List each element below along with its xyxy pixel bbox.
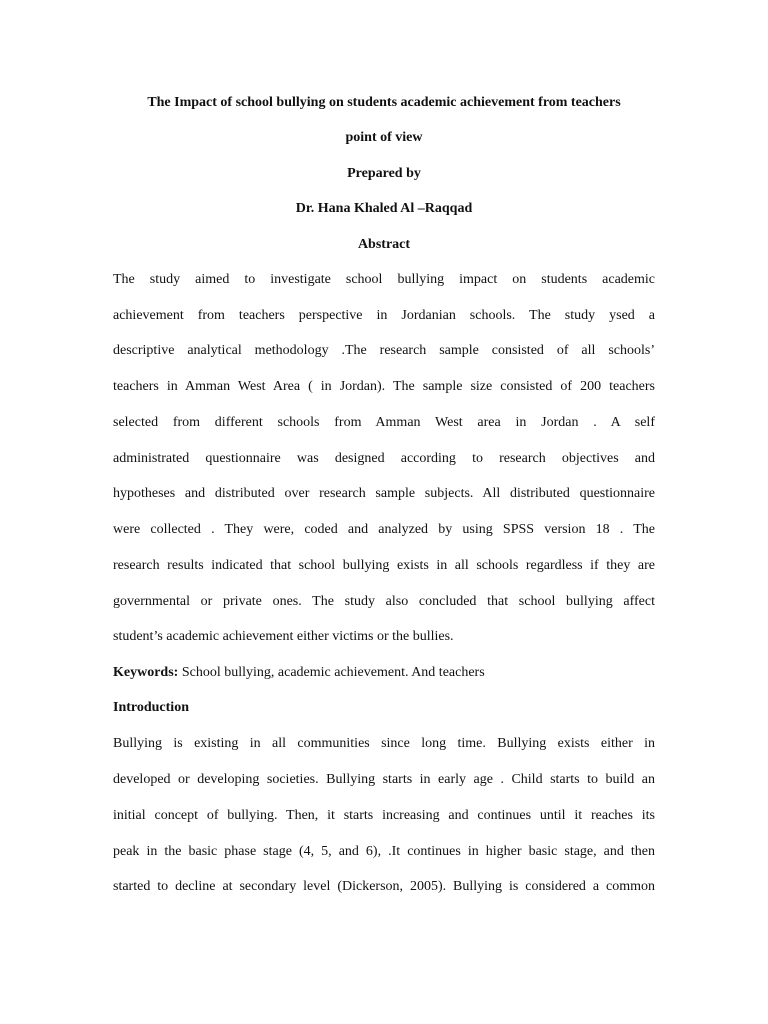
keywords-text: School bullying, academic achievement. And teachers [178, 665, 485, 680]
introduction-line: initial concept of bullying. Then, it starts increasing and continues until it reaches its [113, 808, 655, 823]
abstract-line: descriptive analytical methodology .The research sample consisted of all schools’ [113, 343, 655, 358]
paper-title-line-1: The Impact of school bullying on students academic achievement from teachers [147, 95, 621, 110]
keywords-line [113, 663, 485, 683]
introduction-line: peak in the basic phase stage (4, 5, and 6), .It continues in higher basic stage, and then [113, 844, 655, 859]
introduction-heading: Introduction [113, 700, 189, 715]
prepared-by-label: Prepared by [347, 166, 421, 181]
introduction-line: started to decline at secondary level (Dickerson, 2005). Bullying is considered a common [113, 879, 655, 894]
abstract-line: The study aimed to investigate school bullying impact on students academic [113, 272, 655, 287]
abstract-line: were collected . They were, coded and analyzed by using SPSS version 18 . The [113, 522, 655, 537]
author-name: Dr. Hana Khaled Al –Raqqad [295, 201, 473, 216]
abstract-line: governmental or private ones. The study also concluded that school bullying affect [113, 594, 655, 609]
abstract-line: hypotheses and distributed over research sample subjects. All distributed questionnaire [113, 486, 655, 501]
abstract-heading: Abstract [357, 237, 411, 252]
introduction-line: developed or developing societies. Bullying starts in early age . Child starts to build an [113, 772, 655, 787]
abstract-line: selected from different schools from Amman West area in Jordan . A self [113, 415, 655, 430]
abstract-line: teachers in Amman West Area ( in Jordan). The sample size consisted of 200 teachers [113, 379, 655, 394]
abstract-line: administrated questionnaire was designed according to research objectives and [113, 451, 655, 466]
abstract-line: student’s academic achievement either victims or the bullies. [113, 629, 454, 644]
introduction-line: Bullying is existing in all communities since long time. Bullying exists either in [113, 736, 655, 751]
keywords-label: Keywords: [113, 665, 179, 680]
abstract-line: research results indicated that school bullying exists in all schools regardless if they are [113, 558, 655, 573]
paper-title-line-2: point of view [345, 130, 423, 145]
abstract-line: achievement from teachers perspective in Jordanian schools. The study ysed a [113, 308, 655, 323]
